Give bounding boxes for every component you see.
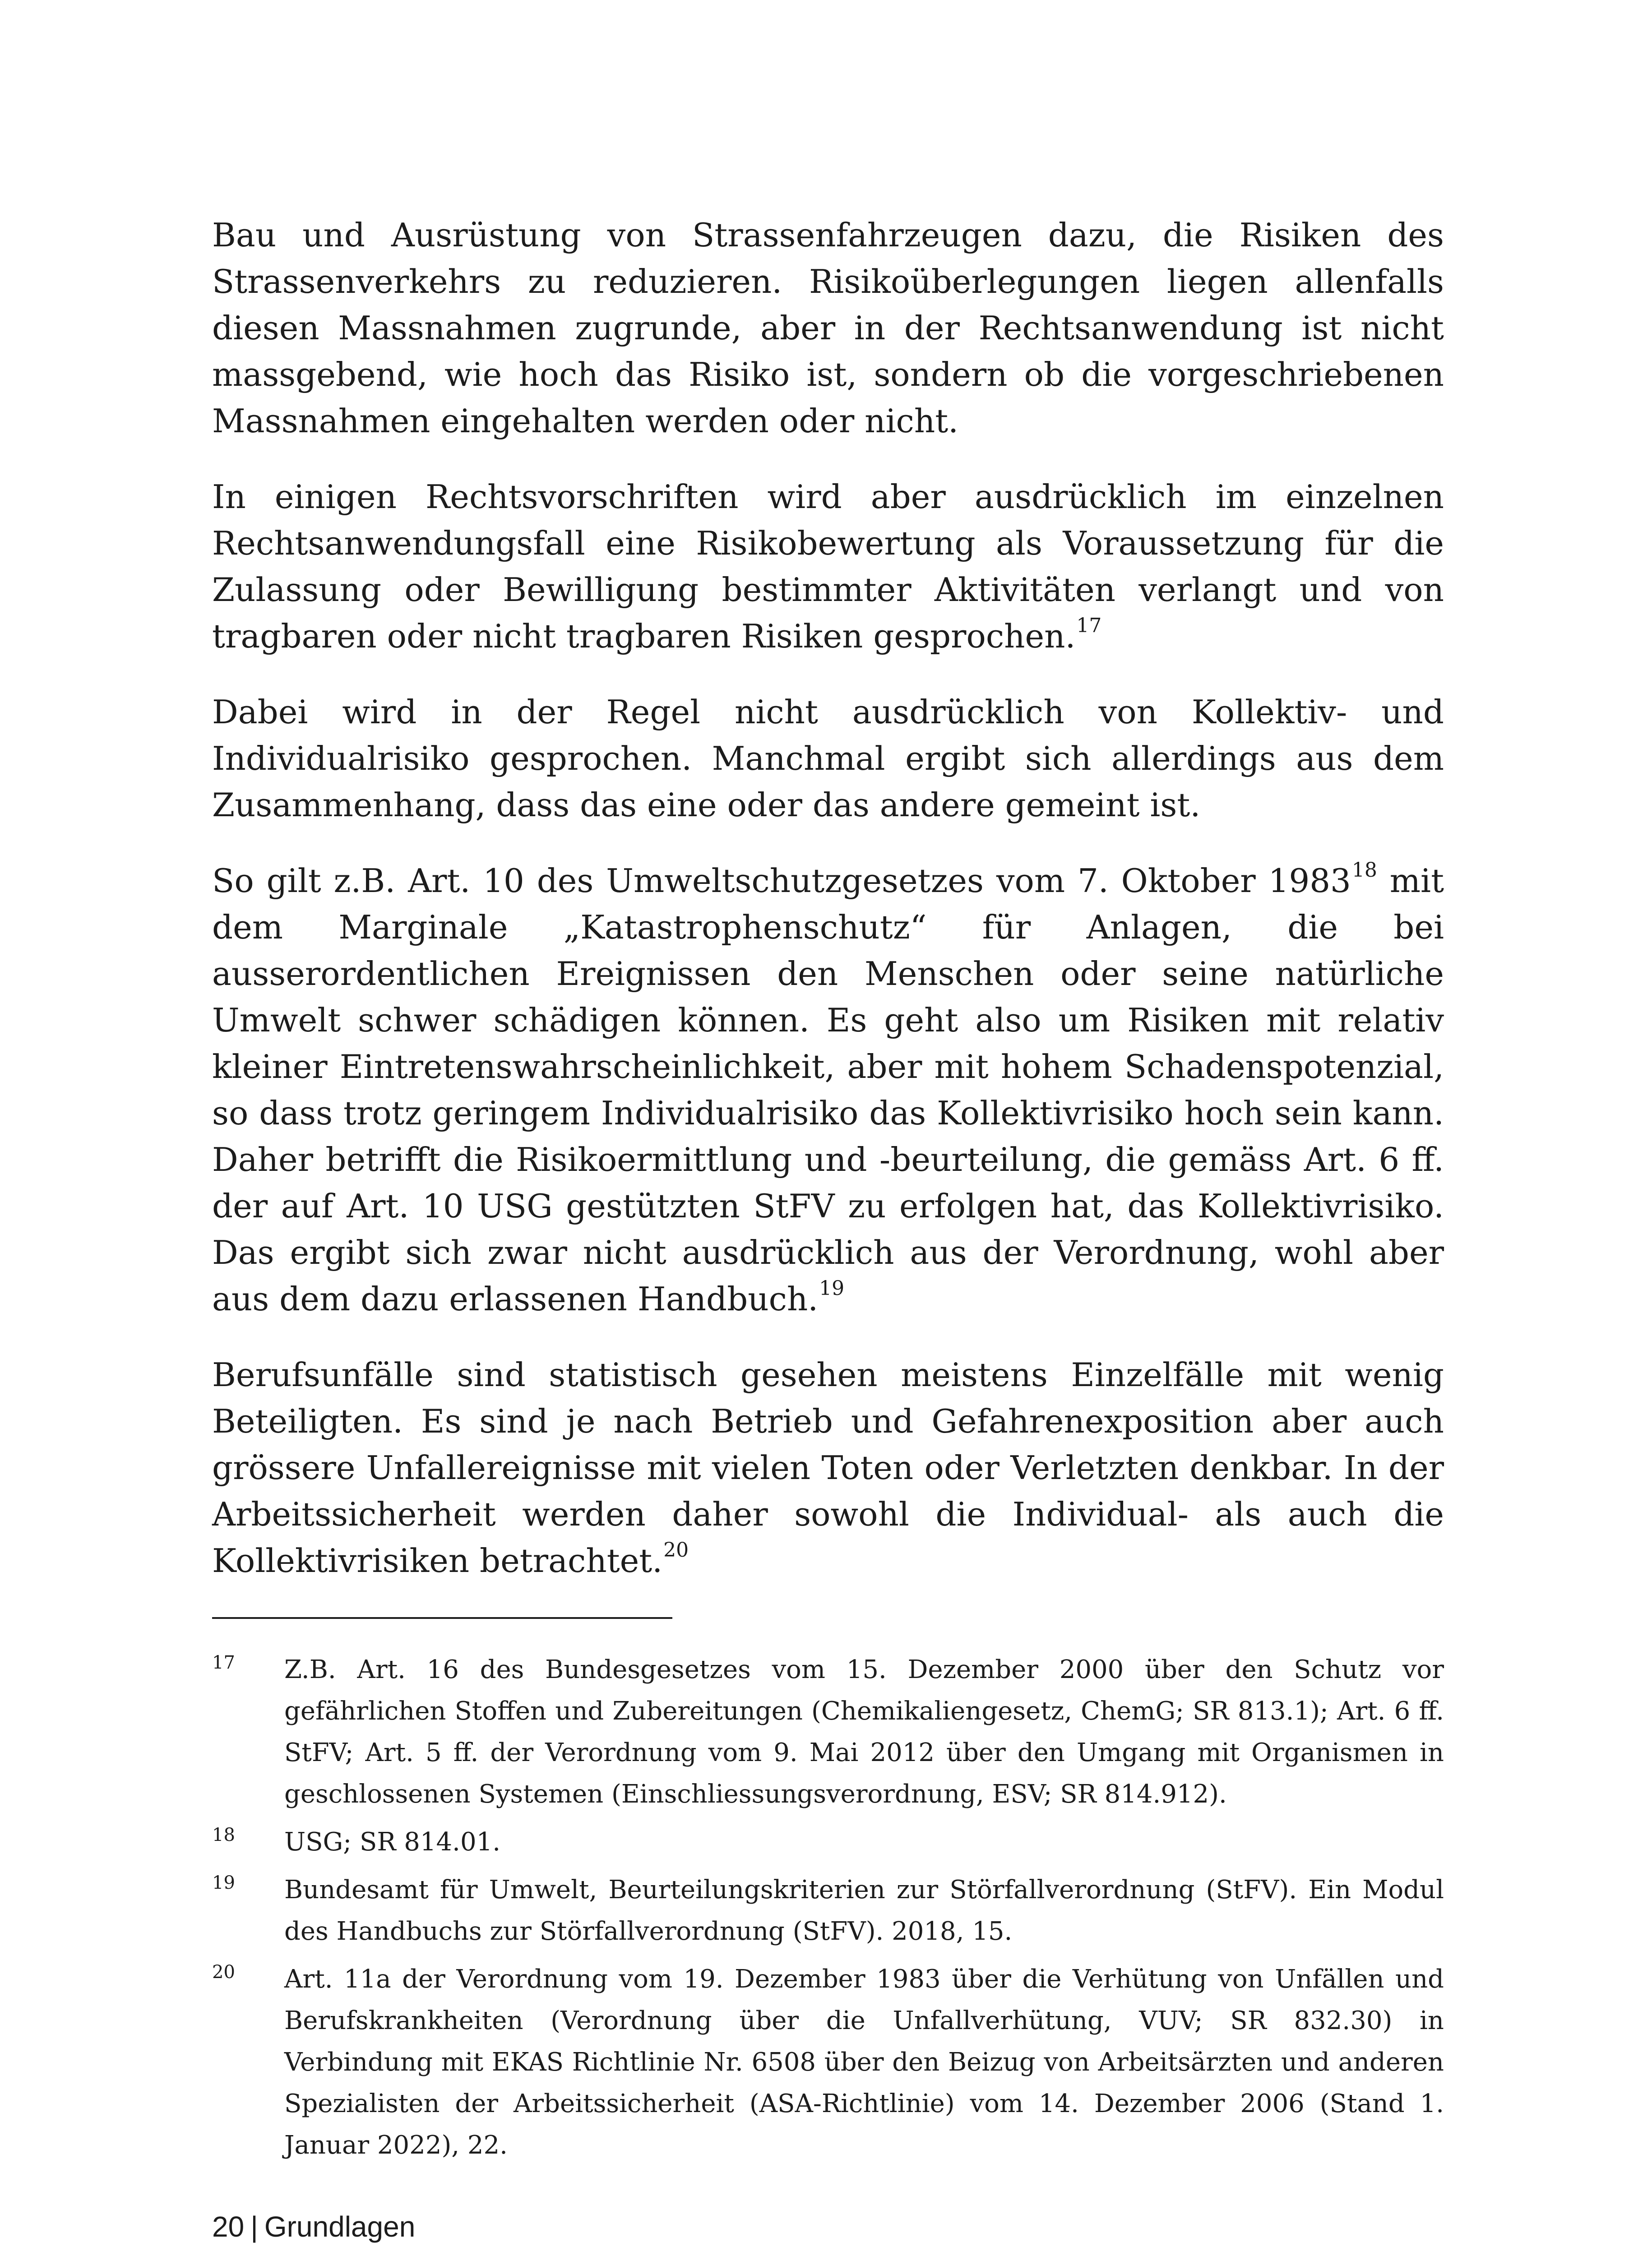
footnote-ref-19[interactable]: 19 <box>819 1277 845 1300</box>
paragraph-4 <box>212 858 1444 1322</box>
paragraph-4-text-b: mit dem Marginale „Katastrophenschutz“ für Anlagen, die bei ausserordentlichen Ereignissen den Menschen oder seine natürliche Umwelt schwer schädigen können. Es geht also um Risiken mit relativ kleiner Eintretenswahrscheinlichkeit, aber mit hohem Schadenspotenzial, so dass trotz geringem Individualrisiko das Kollektivrisiko hoch sein kann. Daher betrifft die Risikoermittlung und -beurteilung, die gemäss Art. 6 ff. der auf Art. 10 USG gestützten StFV zu erfolgen hat, das Kollektivrisiko. Das ergibt sich zwar nicht ausdrücklich aus der Verordnung, wohl aber aus dem dazu erlassenen Handbuch. <box>212 862 1444 1318</box>
paragraph-2 <box>212 474 1444 660</box>
footnote-number: 20 <box>212 1962 235 1983</box>
footnote-ref-20[interactable]: 20 <box>663 1539 689 1562</box>
footnote-text: Art. 11a der Verordnung vom 19. Dezember 1983 über die Verhütung von Unfällen und Berufskrankheiten (Verordnung über die Unfallverhütung, VUV; SR 832.30) in Verbindung mit EKAS Richtlinie Nr. 6508 über den Beizug von Arbeitsärzten und anderen Spezialisten der Arbeitssicherheit (ASA-Richtlinie) vom 14. Dezember 2006 (Stand 1. Januar 2022), 22. <box>284 1965 1444 2160</box>
footnote-number: 17 <box>212 1652 235 1673</box>
section-title: Grundlagen <box>264 2210 416 2243</box>
footer-separator: | <box>250 2210 258 2243</box>
paragraph-5 <box>212 1352 1444 1584</box>
paragraph-3-text: Dabei wird in der Regel nicht ausdrücklich von Kollektiv- und Individualrisiko gesprochen. Manchmal ergibt sich allerdings aus dem Zusammenhang, dass das eine oder das andere gemeint ist. <box>212 693 1444 824</box>
paragraph-1 <box>212 212 1444 444</box>
paragraph-4-text-a: So gilt z.B. Art. 10 des Umweltschutzgesetzes vom 7. Oktober 1983 <box>212 862 1351 900</box>
footnote-number: 18 <box>212 1825 235 1845</box>
paragraph-1-text: Bau und Ausrüstung von Strassenfahrzeugen dazu, die Risiken des Strassenverkehrs zu reduzieren. Risikoüberlegungen liegen allenfalls diesen Massnahmen zugrunde, aber in der Rechtsanwendung ist nicht massgebend, wie hoch das Risiko ist, sondern ob die vorgeschriebenen Massnahmen eingehalten werden oder nicht. <box>212 216 1444 440</box>
footnote-number: 19 <box>212 1872 235 1893</box>
footnote-17 <box>212 1649 1444 1815</box>
paragraph-2-text: In einigen Rechtsvorschriften wird aber ausdrücklich im einzelnen Rechtsanwendungsfall eine Risikobewertung als Voraussetzung für die Zulassung oder Bewilligung bestimmter Aktivitäten verlangt und von tragbaren oder nicht tragbaren Risiken gesprochen. <box>212 478 1444 655</box>
main-text <box>212 212 1444 1613</box>
footnotes <box>212 1649 1444 2173</box>
paragraph-3 <box>212 689 1444 828</box>
page-number: 20 <box>212 2210 245 2243</box>
footnote-divider <box>212 1617 672 1619</box>
footnote-ref-17[interactable]: 17 <box>1076 614 1102 637</box>
footnote-20 <box>212 1959 1444 2166</box>
footnote-19 <box>212 1869 1444 1952</box>
footnote-text: USG; SR 814.01. <box>284 1827 501 1857</box>
footnote-text: Bundesamt für Umwelt, Beurteilungskriterien zur Störfallverordnung (StFV). Ein Modul des Handbuchs zur Störfallverordnung (StFV). 2018, 15. <box>284 1875 1444 1946</box>
page-footer <box>212 2209 415 2245</box>
footnote-ref-18[interactable]: 18 <box>1351 859 1377 882</box>
footnote-text: Z.B. Art. 16 des Bundesgesetzes vom 15. Dezember 2000 über den Schutz vor gefährlichen Stoffen und Zubereitungen (Chemikaliengesetz, ChemG; SR 813.1); Art. 6 ff. StFV; Art. 5 ff. der Verordnung vom 9. Mai 2012 über den Umgang mit Organismen in geschlossenen Systemen (Einschliessungsverordnung, ESV; SR 814.912). <box>284 1655 1444 1809</box>
paragraph-5-text: Berufsunfälle sind statistisch gesehen meistens Einzelfälle mit wenig Beteiligten. Es sind je nach Betrieb und Gefahrenexposition aber auch grössere Unfallereignisse mit vielen Toten oder Verletzten denkbar. In der Arbeitssicherheit werden daher sowohl die Individual- als auch die Kollektivrisiken betrachtet. <box>212 1356 1444 1580</box>
footnote-18 <box>212 1821 1444 1863</box>
